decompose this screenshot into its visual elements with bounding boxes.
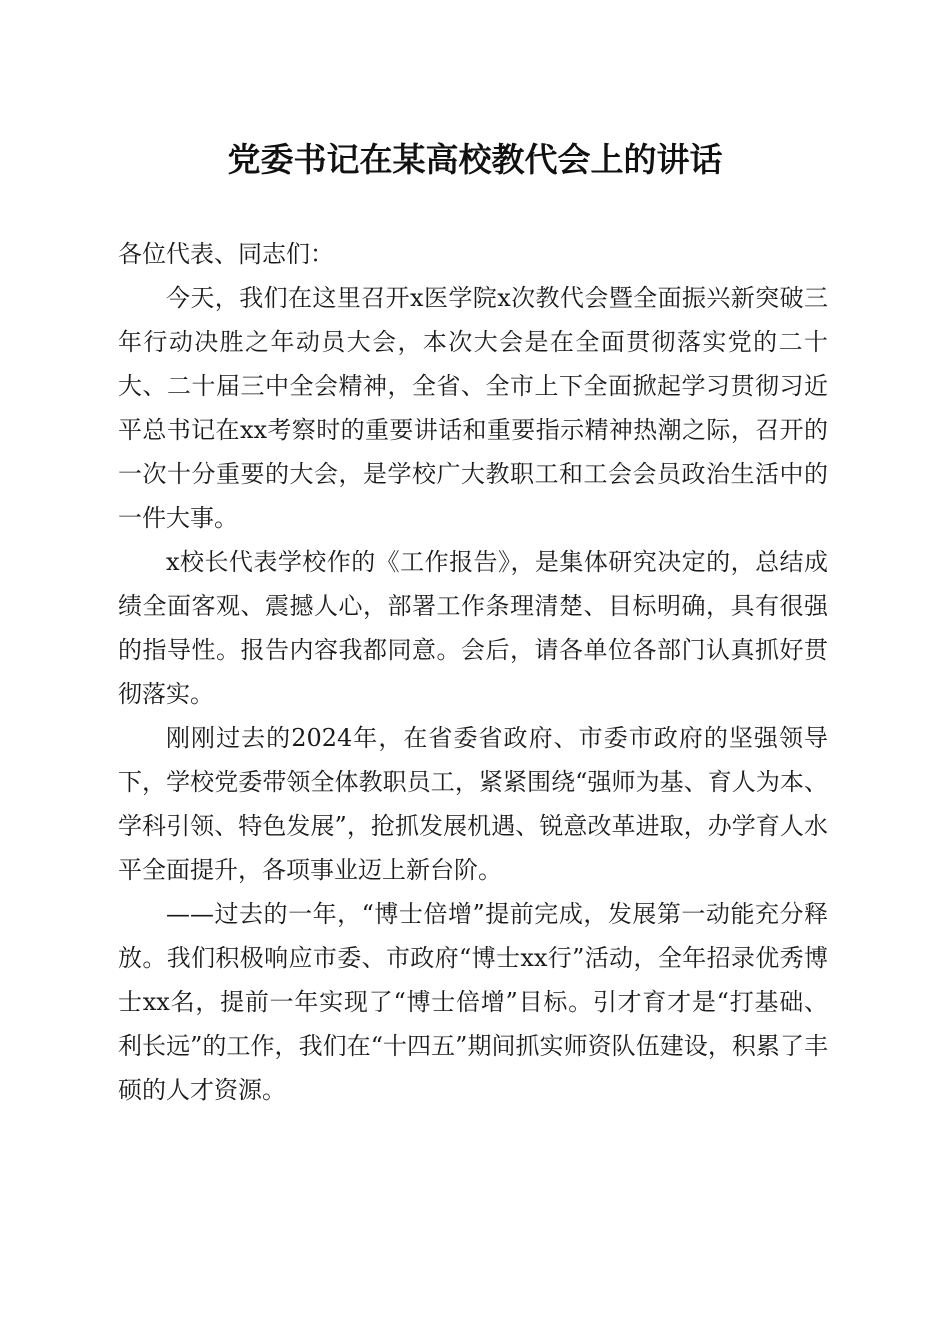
paragraph-3: 刚刚过去的2024年，在省委省政府、市委市政府的坚强领导下，学校党委带领全体教职员工，紧紧围绕“强师为基、育人为本、学科引领、特色发展”，抢抓发展机遇、锐意改革进取，办学育人水平全面提升，各项事业迈上新台阶。 (118, 724, 828, 884)
document-title: 党委书记在某高校教代会上的讲话 (227, 140, 723, 179)
document-body (118, 232, 828, 1112)
paragraph-1: 今天，我们在这里召开x医学院x次教代会暨全面振兴新突破三年行动决胜之年动员大会，本次大会是在全面贯彻落实党的二十大、二十届三中全会精神，全省、全市上下全面掀起学习贯彻习近平总书记在xx考察时的重要讲话和重要指示精神热潮之际，召开的一次十分重要的大会，是学校广大教职工和工会会员政治生活中的一件大事。 (118, 284, 828, 532)
salutation: 各位代表、同志们： (118, 240, 334, 268)
paragraph-4: ——过去的一年，“博士倍增”提前完成，发展第一动能充分释放。我们积极响应市委、市政府“博士xx行”活动，全年招录优秀博士xx名，提前一年实现了“博士倍增”目标。引才育才是“打基础、利长远”的工作，我们在“十四五”期间抓实师资队伍建设，积累了丰硕的人才资源。 (118, 900, 828, 1104)
paragraph-2: x校长代表学校作的《工作报告》，是集体研究决定的，总结成绩全面客观、震撼人心，部署工作条理清楚、目标明确，具有很强的指导性。报告内容我都同意。会后，请各单位各部门认真抓好贯彻落实。 (118, 548, 828, 708)
